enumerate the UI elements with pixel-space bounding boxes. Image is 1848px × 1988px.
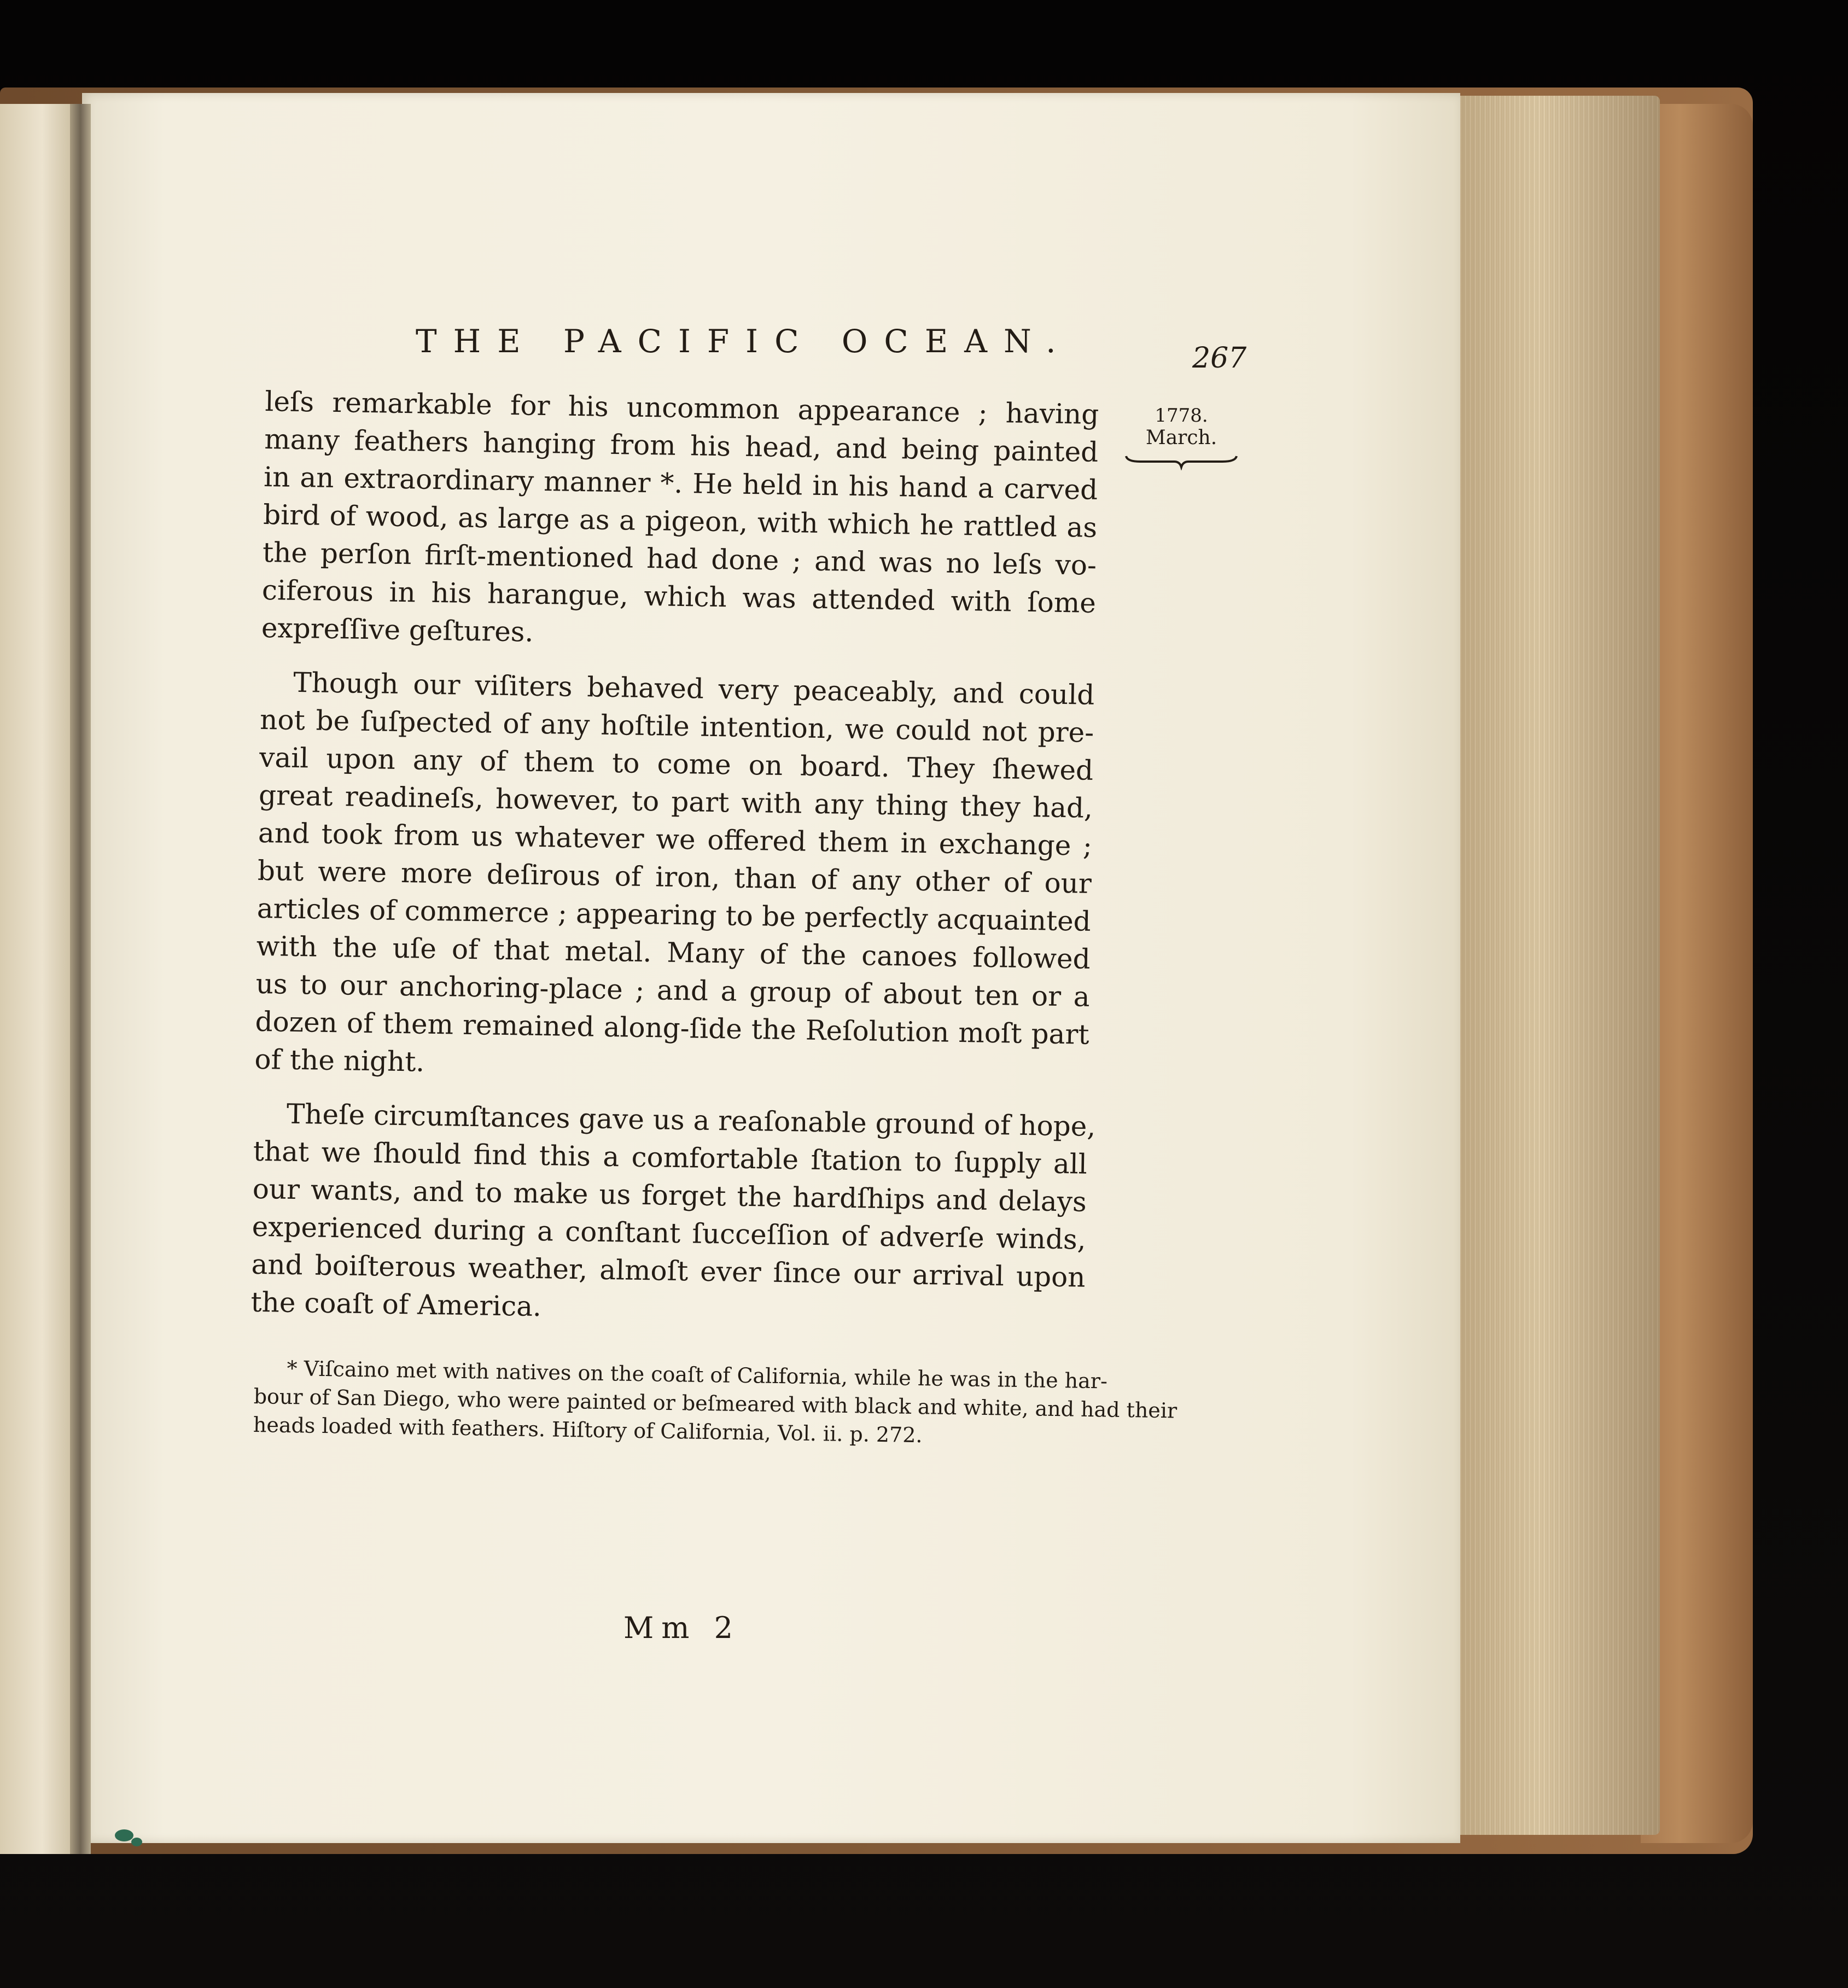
text-line: great readineſs, however, to part with any thing they had, — [258, 779, 1093, 824]
text-line: dozen of them remained along-ſide the Reſolution moſt part — [255, 1005, 1089, 1051]
text-line: us to our anchoring-place ; and a group of about ten or a — [255, 967, 1091, 1013]
paragraph-1 — [261, 383, 1099, 660]
text-line: but were more deſirous of iron, than of any other of our — [257, 854, 1092, 900]
text-line: our wants, and to make us forget the hardſhips and delays — [252, 1173, 1087, 1218]
page-block-shade — [1458, 96, 1660, 1835]
text-line: many feathers hanging from his head, and being painted — [264, 423, 1099, 468]
body-text — [250, 383, 1099, 1351]
text-line: vail upon any of them to come on board. They ſhewed — [259, 741, 1094, 786]
text-line: of the night. — [254, 1043, 425, 1078]
paragraph-3 — [250, 1095, 1096, 1334]
text-line: articles of commerce ; appearing to be perfectly acquainted — [256, 892, 1092, 937]
left-page-edge — [0, 104, 77, 1854]
text-line: Theſe circumſtances gave us a reaſonable ground of hope, — [286, 1098, 1096, 1143]
footnote-line: bour of San Diego, who were painted or beſmeared with black and white, and had their — [253, 1384, 1177, 1423]
page-number: 267 — [1192, 342, 1247, 375]
text-line: the coaſt of America. — [250, 1286, 542, 1323]
margin-note-year: 1778. — [1155, 405, 1208, 427]
margin-brace-icon — [1124, 454, 1239, 470]
stain-mark — [115, 1829, 133, 1841]
text-line: the perſon firſt-mentioned had done ; and was no leſs vo- — [262, 536, 1097, 581]
running-head: THE PACIFIC OCEAN. — [416, 323, 1072, 360]
signature-mark: Mm 2 — [623, 1611, 741, 1645]
text-line: Though our viſiters behaved very peaceably, and could — [293, 666, 1095, 711]
text-line: bird of wood, as large as a pigeon, with which he rattled as — [263, 498, 1098, 544]
book-gutter — [70, 104, 91, 1854]
text-line: and boiſterous weather, almoſt ever ſince our arrival upon — [251, 1248, 1086, 1293]
text-line: that we ſhould find this a comfortable ſtation to ſupply all — [253, 1135, 1088, 1180]
text-line: ciferous in his harangue, which was attended with ſome — [261, 574, 1097, 619]
footnote-line: heads loaded with feathers. Hiſtory of California, Vol. ii. p. 272. — [253, 1412, 923, 1448]
text-line: with the uſe of that metal. Many of the canoes followed — [256, 930, 1091, 975]
margin-note — [1118, 405, 1244, 470]
text-line: and took from us whatever we offered them in exchange ; — [258, 817, 1093, 862]
text-line: not be ſuſpected of any hoſtile intention, we could not pre- — [259, 703, 1094, 749]
text-line: expreſſive geſtures. — [261, 611, 534, 648]
paragraph-2 — [254, 663, 1095, 1092]
margin-note-month: March. — [1145, 427, 1217, 449]
footnote-line: * Viſcaino met with natives on the coaſt of California, while he was in the har- — [287, 1356, 1108, 1394]
text-line: leſs remarkable for his uncommon appearance ; having — [265, 385, 1099, 430]
text-line: in an extraordinary manner *. He held in his hand a carved — [263, 460, 1098, 506]
footnote — [253, 1354, 1177, 1452]
text-line: experienced during a conſtant ſucceſſion of adverſe winds, — [252, 1210, 1087, 1256]
stain-mark — [131, 1838, 142, 1846]
